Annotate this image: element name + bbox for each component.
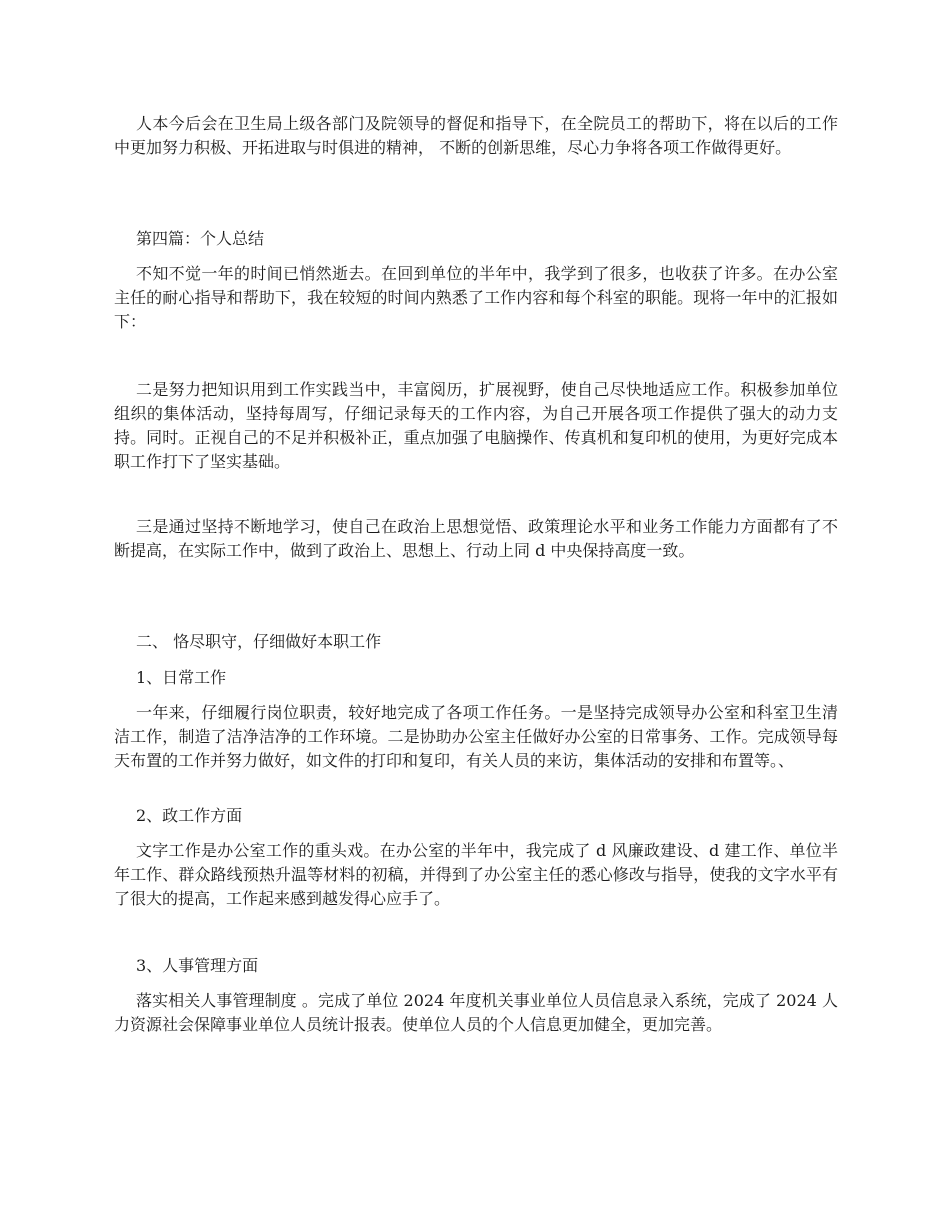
section-heading-duties: 二、 恪尽职守，仔细做好本职工作 bbox=[136, 632, 382, 651]
paragraph-point-three: 三是通过坚持不断地学习，使自己在政治上思想觉悟、政策理论水平和业务工作能力方面都有了不断提高，在实际工作中，做到了政治上、思想上、行动上同 d 中央保持高度一致。 bbox=[114, 517, 838, 560]
paragraph-intro-summary: 不知不觉一年的时间已悄然逝去。在回到单位的半年中，我学到了很多，也收获了许多。在办公室主任的耐心指导和帮助下，我在较短的时间内熟悉了工作内容和每个科室的职能。现将一年中的汇报如下： bbox=[114, 264, 838, 331]
subheading-personnel-management: 3、人事管理方面 bbox=[136, 956, 259, 975]
paragraph-writing-work: 文字工作是办公室工作的重头戏。在办公室的半年中，我完成了 d 风廉政建设、d 建工作、单位半年工作、群众路线预热升温等材料的初稿，并得到了办公室主任的悉心修改与指导，使我的文字水平有了很大的提高，工作起来感到越发得心应手了。 bbox=[114, 841, 838, 908]
paragraph-personnel-management: 落实相关人事管理制度 。完成了单位 2024 年度机关事业单位人员信息录入系统，完成了 2024 人力资源社会保障事业单位人员统计报表。使单位人员的个人信息更加健全，更加完善。 bbox=[114, 991, 838, 1034]
paragraph-point-two: 二是努力把知识用到工作实践当中，丰富阅历，扩展视野，使自己尽快地适应工作。积极参加单位组织的集体活动，坚持每周写，仔细记录每天的工作内容，为自己开展各项工作提供了强大的动力支持。同时。正视自己的不足并积极补正，重点加强了电脑操作、传真机和复印机的使用，为更好完成本职工作打下了坚实基础。 bbox=[114, 380, 838, 471]
paragraph-closing-commitment: 人本今后会在卫生局上级各部门及院领导的督促和指导下，在全院员工的帮助下，将在以后的工作中更加努力积极、开拓进取与时俱进的精神， 不断的创新思维，尽心力争将各项工作做得更好。 bbox=[114, 114, 838, 157]
subheading-political-work: 2、政工作方面 bbox=[136, 806, 243, 825]
subheading-daily-work: 1、日常工作 bbox=[136, 668, 227, 687]
paragraph-daily-work: 一年来，仔细履行岗位职责，较好地完成了各项工作任务。一是坚持完成领导办公室和科室卫生清洁工作，制造了洁净洁净的工作环境。二是协助办公室主任做好办公室的日常事务、工作。完成领导每天布置的工作并努力做好，如文件的打印和复印，有关人员的来访，集体活动的安排和布置等。、 bbox=[114, 703, 838, 770]
section-heading-part-four: 第四篇：个人总结 bbox=[136, 229, 265, 248]
